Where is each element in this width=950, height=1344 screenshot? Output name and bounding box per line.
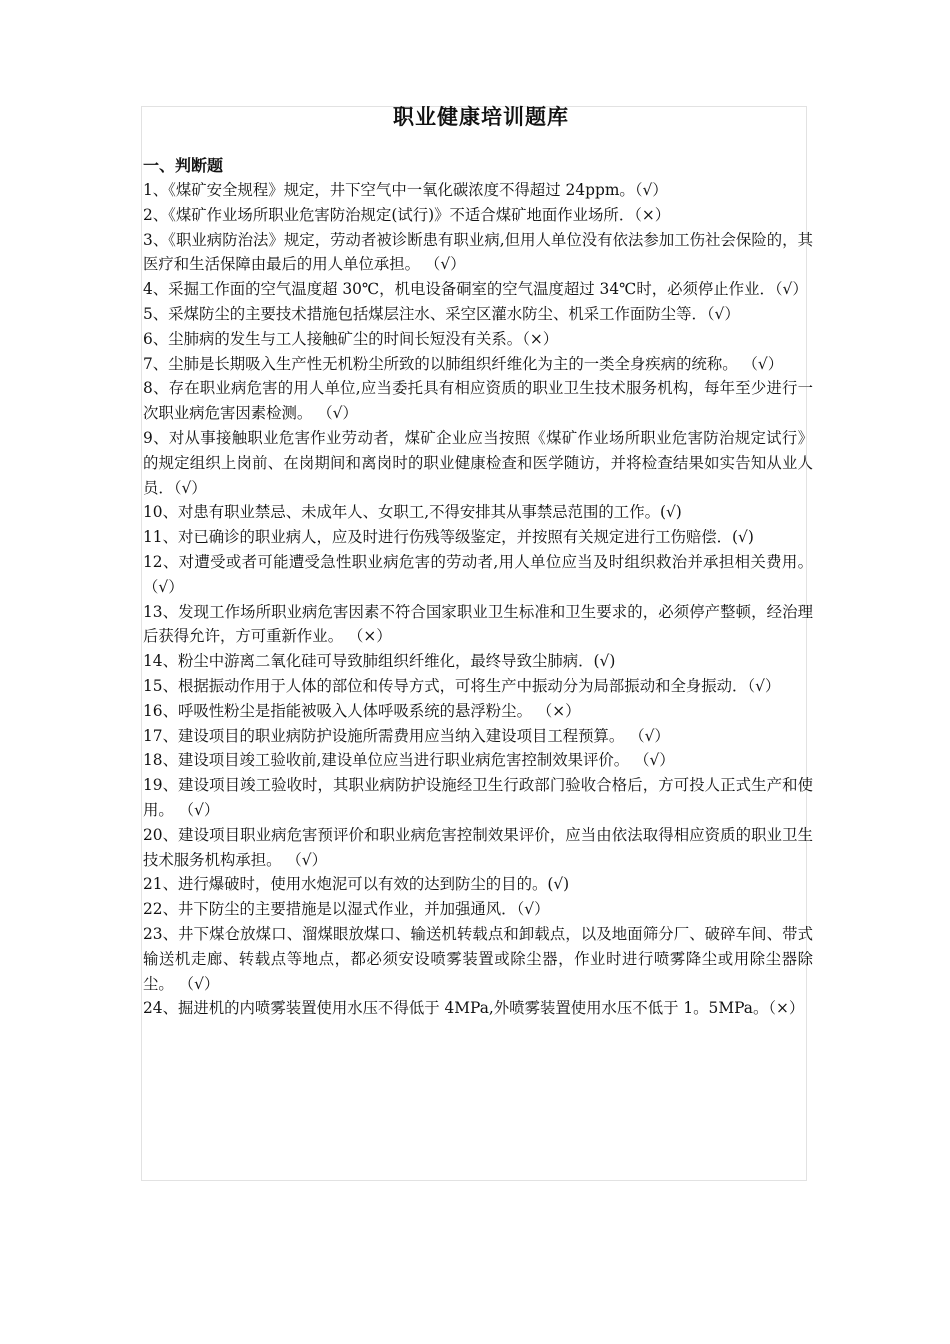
question-item: 10、对患有职业禁忌、未成年人、女职工,不得安排其从事禁忌范围的工作。(√)	[143, 503, 682, 522]
question-item: 23、井下煤仓放煤口、溜煤眼放煤口、输送机转载点和卸载点，以及地面筛分厂、破碎车间、带式输送机走廊、转载点等地点，都必须安设喷雾装置或除尘器，作业时进行喷雾降尘或用除尘器除尘。 （√）	[143, 924, 813, 993]
question-item: 17、建设项目的职业病防护设施所需费用应当纳入建设项目工程预算。 （√）	[143, 726, 670, 745]
question-item: 7、尘肺是长期吸入生产性无机粉尘所致的以肺组织纤维化为主的一类全身疾病的统称。 （√）	[143, 354, 784, 373]
question-item: 11、对已确诊的职业病人，应及时进行伤残等级鉴定，并按照有关规定进行工伤赔偿．(√)	[143, 528, 754, 547]
question-item: 18、建设项目竣工验收前,建设单位应当进行职业病危害控制效果评价。 （√）	[143, 751, 675, 770]
question-item: 22、井下防尘的主要措施是以湿式作业，并加强通风．（√）	[143, 900, 550, 919]
section-heading: 一、判断题	[143, 156, 224, 175]
question-item: 6、尘肺病的发生与工人接触矿尘的时间长短没有关系。（×）	[143, 329, 559, 348]
question-item: 15、根据振动作用于人体的部位和传导方式，可将生产中振动分为局部振动和全身振动．（√）	[143, 676, 781, 695]
question-item: 19、建设项目竣工验收时，其职业病防护设施经卫生行政部门验收合格后，方可投人正式生产和使用。 （√）	[143, 776, 813, 819]
question-item: 20、建设项目职业病危害预评价和职业病危害控制效果评价，应当由依法取得相应资质的职业卫生技术服务机构承担。 （√）	[143, 825, 813, 869]
question-item: 4、采掘工作面的空气温度超 30℃，机电设备硐室的空气温度超过 34℃时，必须停止作业．（√）	[143, 280, 808, 299]
question-item: 12、对遭受或者可能遭受急性职业病危害的劳动者,用人单位应当及时组织救治并承担相关费用。 （√）	[143, 552, 813, 596]
question-item: 24、掘进机的内喷雾装置使用水压不得低于 4MPa,外喷雾装置使用水压不低于 1。5MPa。（×）	[143, 999, 805, 1018]
question-item: 14、粉尘中游离二氧化硅可导致肺组织纤维化，最终导致尘肺病．(√)	[143, 652, 616, 671]
document-body	[143, 100, 813, 1021]
question-item: 21、进行爆破时，使用水炮泥可以有效的达到防尘的目的。(√)	[143, 875, 570, 894]
question-item: 16、呼吸性粉尘是指能被吸入人体呼吸系统的悬浮粉尘。 （×）	[143, 701, 581, 720]
question-item: 13、发现工作场所职业病危害因素不符合国家职业卫生标准和卫生要求的，必须停产整顿，经治理后获得允许，方可重新作业。 （×）	[143, 602, 813, 646]
question-item: 2、《煤矿作业场所职业危害防治规定(试行)》不适合煤矿地面作业场所．（×）	[143, 205, 671, 224]
question-item: 8、存在职业病危害的用人单位,应当委托具有相应资质的职业卫生技术服务机构，每年至少进行一次职业病危害因素检测。 （√）	[143, 379, 813, 423]
question-item: 3、《职业病防治法》规定，劳动者被诊断患有职业病,但用人单位没有依法参加工伤社会保险的，其医疗和生活保障由最后的用人单位承担。 （√）	[143, 230, 813, 274]
question-item: 5、采煤防尘的主要技术措施包括煤层注水、采空区灌水防尘、机采工作面防尘等．（√）	[143, 304, 740, 323]
question-item: 9、对从事接触职业危害作业劳动者，煤矿企业应当按照《煤矿作业场所职业危害防治规定试行》的规定组织上岗前、在岗期间和离岗时的职业健康检查和医学随访，并将检查结果如实告知从业人员．（√）	[143, 428, 813, 497]
question-list	[143, 178, 813, 1021]
question-item: 1、《煤矿安全规程》规定，井下空气中一氧化碳浓度不得超过 24ppm。（√）	[143, 181, 668, 199]
document-title: 职业健康培训题库	[393, 105, 569, 129]
